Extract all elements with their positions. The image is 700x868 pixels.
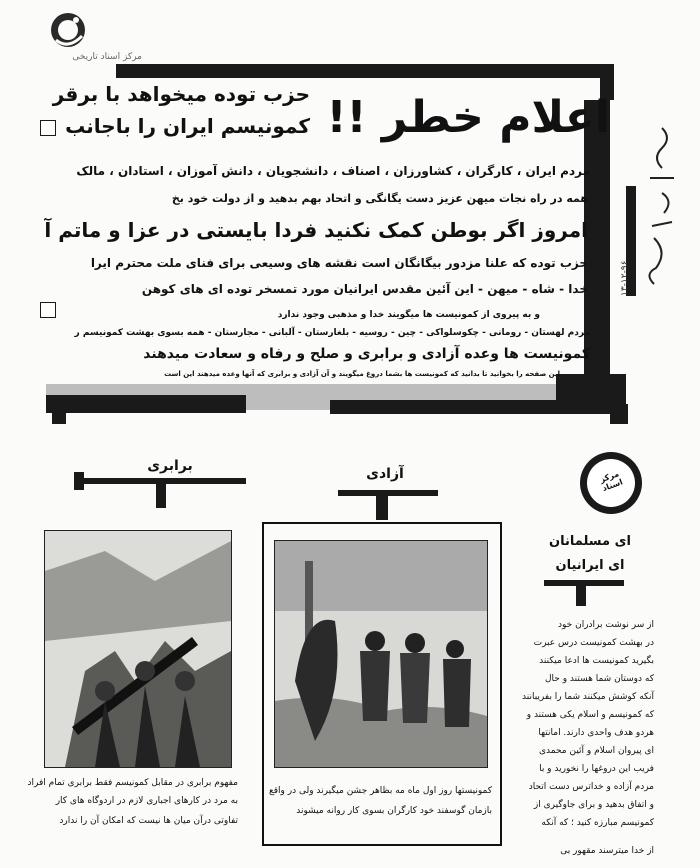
freedom-heading: آزادی [366,466,404,482]
appeal-paragraph: ای پیروان اسلام و آئین محمدی [539,746,654,756]
archive-name: مرکز اسناد تاریخی [72,52,142,62]
body-line: این صفحه را بخوانید تا بدانید که کمونیست ها بشما دروغ میگویند و آن آزادی و برابری که آنها وعده میدهند این است [164,370,560,378]
freedom-caption: بازمان گوسفند خود کارگران بسوی کار روانه میشوند [296,806,492,816]
appeal-paragraph: که دوستان شما هستند و حال [545,674,654,684]
body-line: و به پیروی از کمونیست ها میگویند خدا و مذهبی وجود ندارد [277,310,540,320]
appeal-paragraph: فریب این دروغها را نخورید و با [539,764,654,774]
appeal-paragraph: از خدا میترسند مقهور بی [560,846,654,856]
appeal-paragraph: هردو هدف واحدی دارند. امانتها [538,728,654,738]
appeal-paragraph: آنکه کوشش میکنند شما را بفریبانند [522,692,654,702]
subtitle-line-2: کمونیسم ایران را باجانب [65,114,310,138]
body-line: مردم ایران ، کارگران ، کشاورزان ، اصناف ، دانشجویان ، دانش آموزان ، استادان ، مالک [76,164,590,178]
archive-logo-icon [48,10,88,54]
appeal-heading-1: ای مسلمانان [549,534,631,549]
margin-note-text: ۱۳-۱۲-۹۶ [620,260,630,296]
freedom-illustration [274,540,488,768]
body-line: مردم لهستان - رومانی - چکوسلواکی - چین - روسیه - بلغارستان - آلبانی - مجارستان - همه بسوی بهشت کمونیسم ر [74,328,590,338]
stamp-text: مرکز اسناد [598,469,624,494]
body-line: امروز اگر بوطن کمک نکنید فردا بایستی در عزا و ماتم آ [44,218,588,242]
appeal-paragraph: که کمونیسم و اسلام یکی هستند و [526,710,654,720]
appeal-paragraph: مردم آزاده و خداترس دست اتحاد [528,782,654,792]
equality-heading: برابری [147,458,193,474]
equality-illustration [44,530,232,768]
appeal-paragraph: از سر نوشت برادران خود [558,620,654,630]
appeal-paragraph: و اتفاق بدهید و برای جاوگیری از [533,800,654,810]
appeal-paragraph: کمونیسم مبارزه کنید ؛ که آنکه [541,818,654,828]
poster-title: اعلام خطر !! [326,92,610,143]
subtitle-line-1: حزب توده میخواهد با برقر [52,82,310,106]
appeal-paragraph: بگیرید کمونیست ها ادعا میکنند [539,656,654,666]
appeal-heading-2: ای ایرانیان [555,558,625,573]
body-line: حزب توده که علنا مزدور بیگانگان است نقشه های وسیعی برای فنای ملت محترم ایرا [90,256,588,270]
body-line: همه در راه نجات میهن عزیز دست یگانگی و اتحاد بهم بدهید و از دولت خود بخ [171,192,588,205]
handwritten-note [632,118,692,288]
archive-stamp [580,452,642,514]
equality-caption: به مرد در کارهای اجباری لازم در اردوگاه های کار [55,796,238,806]
equality-caption: تفاوتی درآن میان ها نیست که امکان آن را ندارد [59,816,238,826]
body-line: خدا - شاه - میهن - این آئین مقدس ایرانیان مورد تمسخر توده ای های کوهن [141,282,588,296]
equality-caption: مفهوم برابری در مقابل کمونیسم فقط برابری تمام افراد [27,778,238,788]
body-line: کمونیست ها وعده آزادی و برابری و صلح و رفاه و سعادت میدهند [143,346,590,362]
appeal-paragraph: در بهشت کمونیست درس عبرت [533,638,654,648]
freedom-caption: کمونیستها روز اول ماه مه بظاهر جشن میگیرند ولی در واقع [268,786,492,796]
